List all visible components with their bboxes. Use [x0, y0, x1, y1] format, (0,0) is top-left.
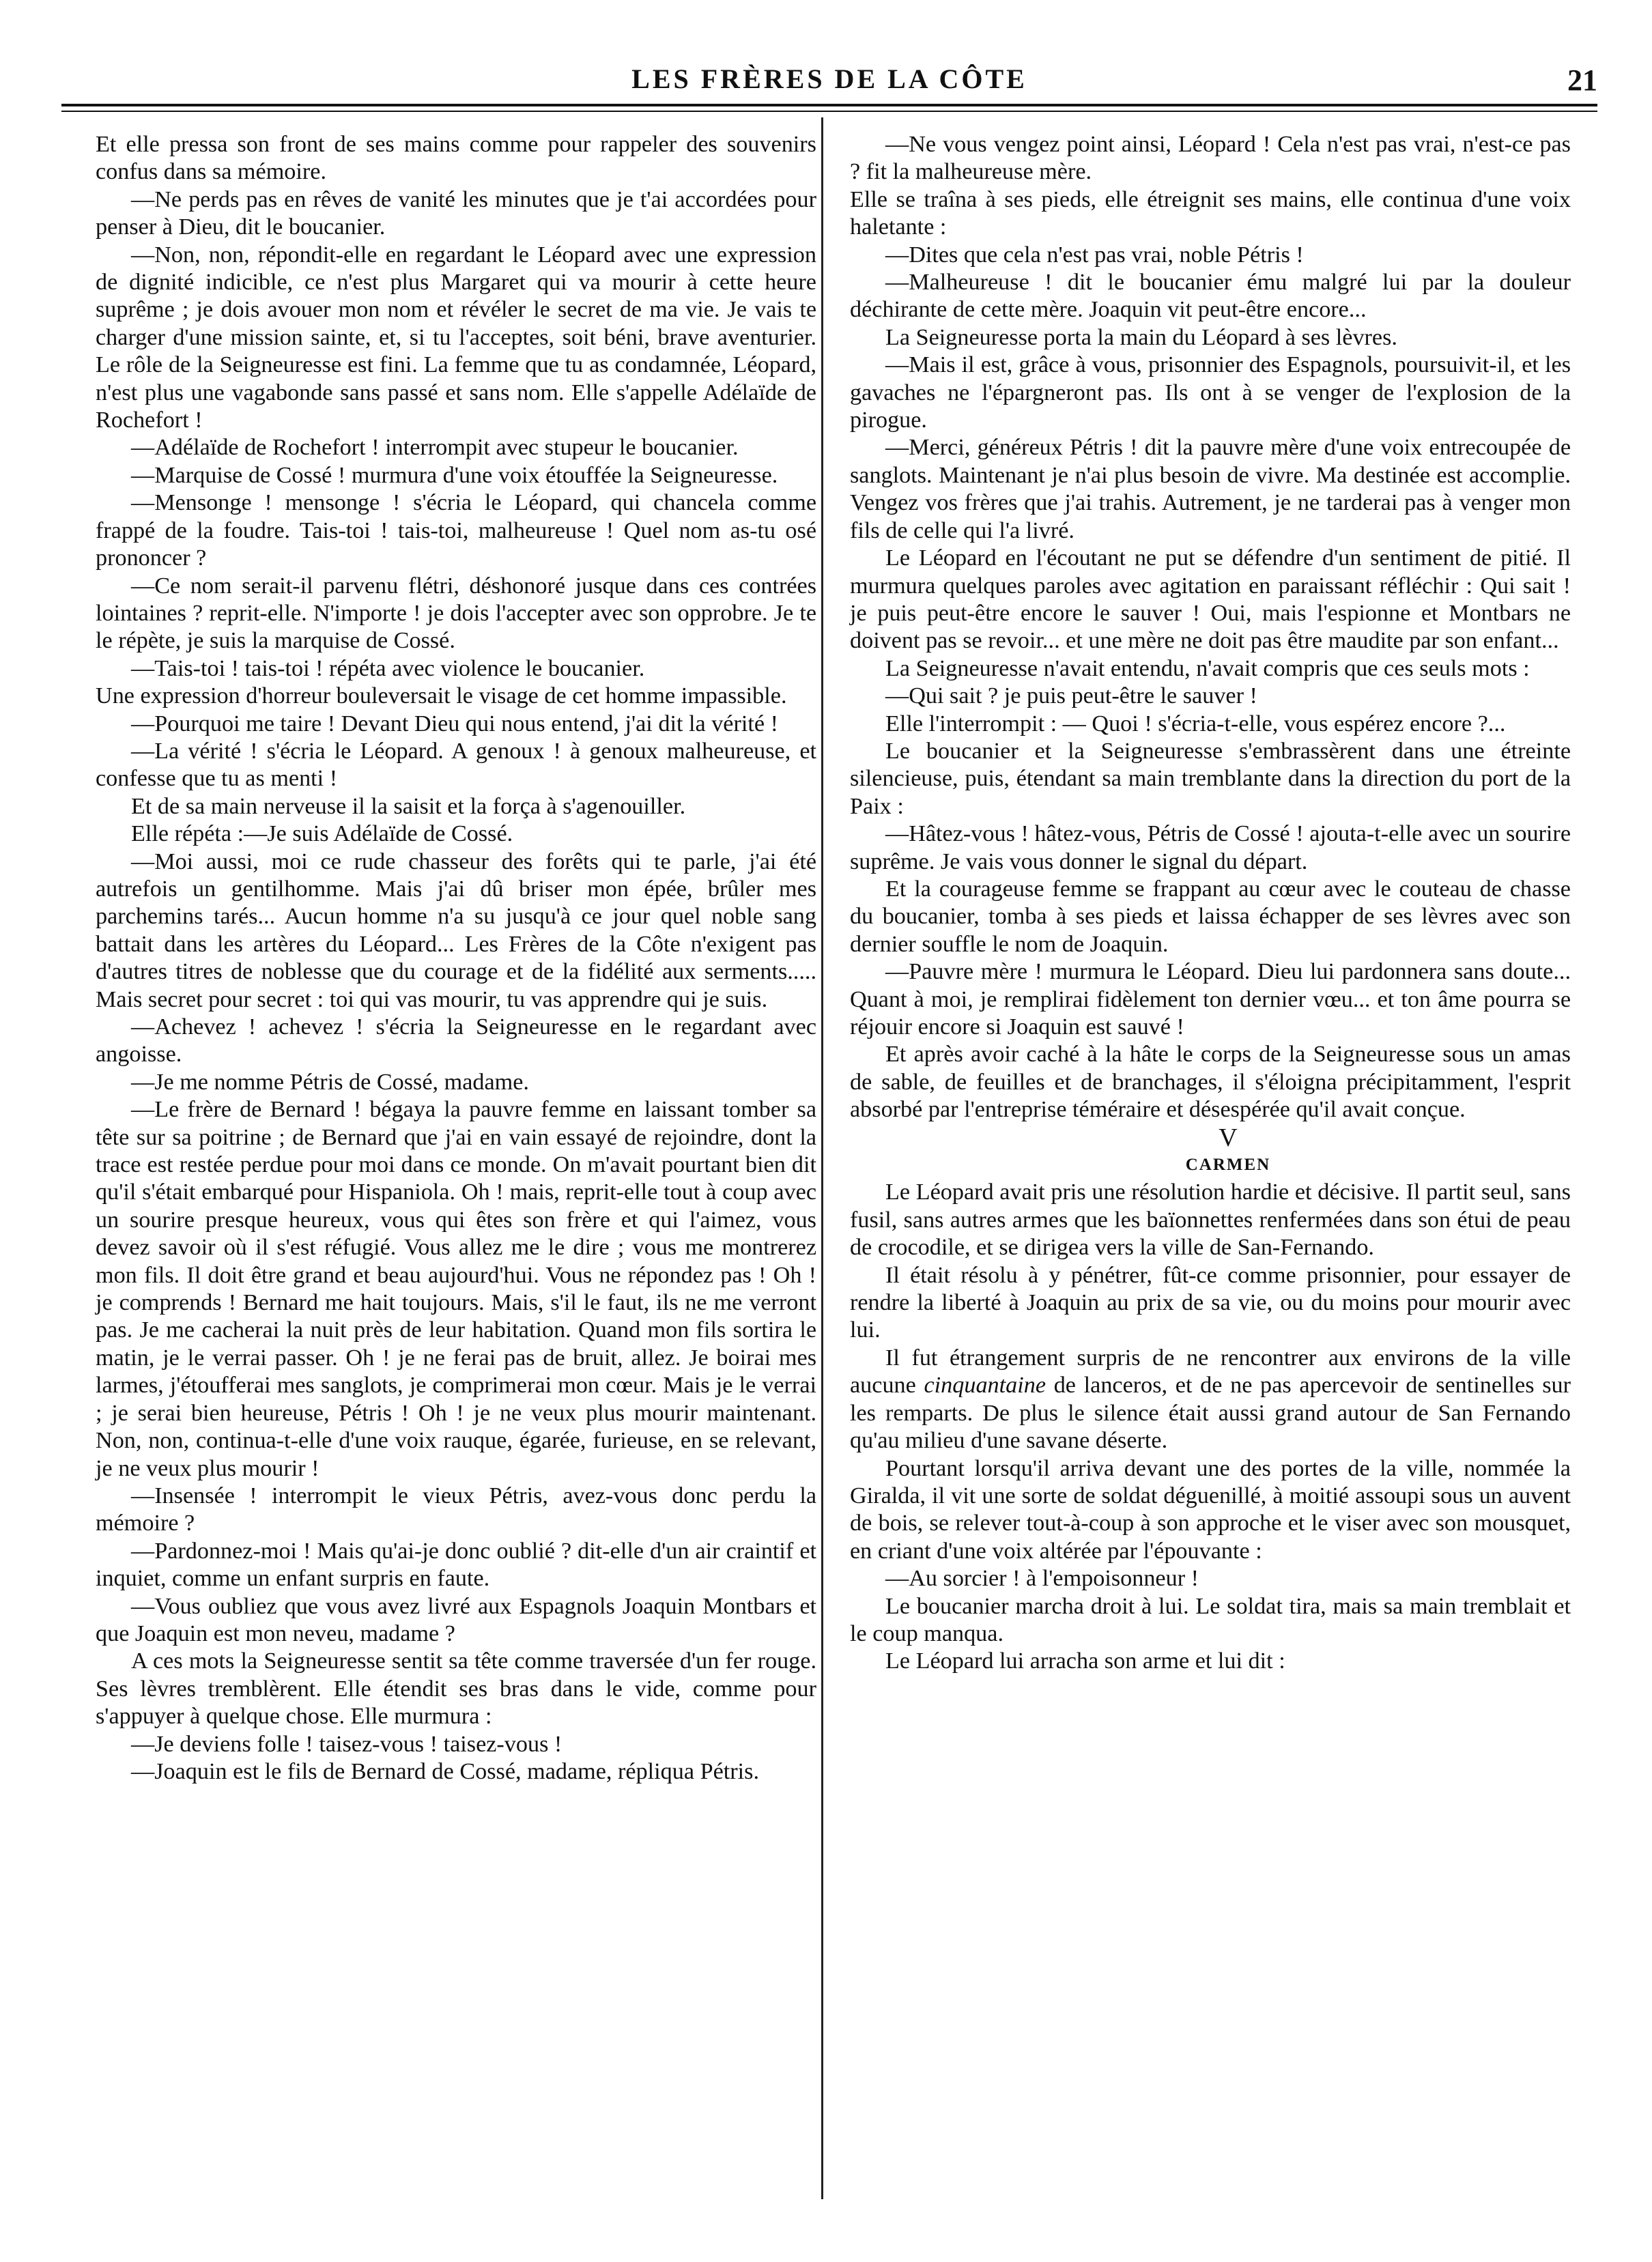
text-run: de lanceros, et de ne pas apercevoir de sentinelles sur les remparts. De plus le silence était aussi grand autour de San Fernando qu'au milieu d'une savane déserte.	[850, 1373, 1571, 1454]
paragraph: —Non, non, répondit-elle en regardant le Léopard avec une expression de dignité indicible, ce n'est plus Margaret qui va mourir à cette heure suprême ; je dois avouer mon nom et révéler le secret de ma vie. Je vais te charger d'une mission sainte, et, si tu l'acceptes, soit béni, brave aventurier. Le rôle de la Seigneuresse est fini. La femme que tu as condamnée, Léopard, n'est plus une vagabonde sans passé et sans nom. Elle s'appelle Adélaïde de Rochefort !	[96, 242, 816, 433]
left-column	[96, 131, 816, 1786]
paragraph: Le Léopard avait pris une résolution hardie et décisive. Il partit seul, sans fusil, sans autres armes que les baïonnettes renfermées dans son étui de peau de crocodile, et se dirigea vers la ville de San-Fernando.	[850, 1179, 1571, 1261]
paragraph: —Marquise de Cossé ! murmura d'une voix étouffée la Seigneuresse.	[131, 462, 778, 488]
paragraph: —Insensée ! interrompit le vieux Pétris, avez-vous donc perdu la mémoire ?	[96, 1483, 816, 1536]
paragraph: —Vous oubliez que vous avez livré aux Espagnols Joaquin Montbars et que Joaquin est mon neveu, madame ?	[96, 1593, 816, 1646]
paragraph: —Joaquin est le fils de Bernard de Cossé, madame, répliqua Pétris.	[131, 1758, 759, 1784]
paragraph: —Mais il est, grâce à vous, prisonnier des Espagnols, poursuivit-il, et les gavaches ne l'épargneront pas. Ils ont à se venger de l'explosion de la pirogue.	[850, 352, 1571, 433]
paragraph: —Au sorcier ! à l'empoisonneur !	[885, 1566, 1199, 1592]
paragraph: La Seigneuresse n'avait entendu, n'avait compris que ces seuls mots :	[885, 655, 1530, 681]
chapter-title: CARMEN	[1185, 1156, 1271, 1175]
paragraph: —Moi aussi, moi ce rude chasseur des forêts qui te parle, j'ai été autrefois un gentilhomme. Mais j'ai dû briser mon épée, brûler mes parchemins tarés... Aucun homme n'a su jusqu'à ce jour quel noble sang battait dans les artères du Léopard... Les Frères de la Côte n'exigent pas d'autres titres de noblesse que du courage et de la fidélité aux serments..... Mais secret pour secret : toi qui vas mourir, tu vas apprendre qui je suis.	[96, 848, 816, 1012]
paragraph: —Merci, généreux Pétris ! dit la pauvre mère d'une voix entrecoupée de sanglots. Maintenant je n'ai plus besoin de vivre. Ma destinée est accomplie. Vengez vos frères que j'ai trahis. Autrement, je ne tarderai pas à venger mon fils de celle qui l'a livré.	[850, 435, 1571, 543]
paragraph: —Ne perds pas en rêves de vanité les minutes que je t'ai accordées pour penser à Dieu, dit le boucanier.	[96, 186, 816, 240]
paragraph: Le Léopard lui arracha son arme et lui dit :	[885, 1648, 1285, 1674]
paragraph: —Hâtez-vous ! hâtez-vous, Pétris de Cossé ! ajouta-t-elle avec un sourire suprême. Je vais vous donner le signal du départ.	[850, 821, 1571, 874]
paragraph: Elle l'interrompit : — Quoi ! s'écria-t-elle, vous espérez encore ?...	[885, 711, 1506, 736]
right-column	[850, 131, 1571, 1676]
paragraph: Et de sa main nerveuse il la saisit et la força à s'agenouiller.	[131, 793, 686, 819]
running-title: LES FRÈRES DE LA CÔTE	[631, 63, 1027, 94]
paragraph: —La vérité ! s'écria le Léopard. A genoux ! à genoux malheureuse, et confesse que tu as menti !	[96, 738, 816, 792]
paragraph: Elle répéta :—Je suis Adélaïde de Cossé.	[131, 821, 513, 847]
paragraph: Le boucanier et la Seigneuresse s'embrassèrent dans une étreinte silencieuse, puis, étendant sa main tremblante dans la direction du port de la Paix :	[850, 738, 1571, 819]
paragraph: Et la courageuse femme se frappant au cœur avec le couteau de chasse du boucanier, tomba à ses pieds et laissa échapper de ses lèvres avec son dernier souffle le nom de Joaquin.	[850, 876, 1571, 957]
paragraph: —Pardonnez-moi ! Mais qu'ai-je donc oublié ? dit-elle d'un air craintif et inquiet, comme un enfant surpris en faute.	[96, 1538, 816, 1592]
paragraph: Et après avoir caché à la hâte le corps de la Seigneuresse sous un amas de sable, de feuilles et de branchages, il s'éloigna précipitamment, l'esprit absorbé par l'entreprise téméraire et désespérée qu'il avait conçue.	[850, 1042, 1571, 1123]
paragraph: Le Léopard en l'écoutant ne put se défendre d'un sentiment de pitié. Il murmura quelques paroles avec agitation en paraissant réfléchir : Qui sait ! je puis peut-être encore le sauver ! Oui, mais l'espionne et Montbars ne doivent pas se revoir... et une mère ne doit pas être maudite par son enfant...	[850, 545, 1571, 654]
paragraph: —Pauvre mère ! murmura le Léopard. Dieu lui pardonnera sans doute... Quant à moi, je remplirai fidèlement ton dernier vœu... et ton âme pourra se réjouir encore si Joaquin est sauvé !	[850, 959, 1571, 1040]
paragraph: —Malheureuse ! dit le boucanier ému malgré lui par la douleur déchirante de cette mère. Joaquin vit peut-être encore...	[850, 270, 1571, 323]
paragraph	[850, 1345, 1571, 1455]
paragraph: Le boucanier marcha droit à lui. Le soldat tira, mais sa main tremblait et le coup manqua.	[850, 1593, 1571, 1646]
paragraph: Elle se traîna à ses pieds, elle étreignit ses mains, elle continua d'une voix haletante :	[850, 186, 1571, 240]
italic-word: cinquantaine	[924, 1373, 1046, 1399]
paragraph: —Achevez ! achevez ! s'écria la Seigneuresse en le regardant avec angoisse.	[96, 1014, 816, 1068]
text-run: Il fut étrangement surpris de ne rencontrer aux environs de la ville aucune	[850, 1345, 1571, 1399]
paragraph: —Ne vous vengez point ainsi, Léopard ! Cela n'est pas vrai, n'est-ce pas ? fit la malheureuse mère.	[850, 132, 1571, 185]
header-rule-thin	[61, 111, 1597, 112]
page-header	[61, 63, 1597, 104]
paragraph: —Ce nom serait-il parvenu flétri, déshonoré jusque dans ces contrées lointaines ? reprit-elle. N'importe ! je dois l'accepter avec son opprobre. Je te le répète, je suis la marquise de Cossé.	[96, 573, 816, 654]
paragraph: Pourtant lorsqu'il arriva devant une des portes de la ville, nommée la Giralda, il vit une sorte de soldat déguenillé, à moitié assoupi sous un auvent de bois, se relever tout-à-coup à son approche et le viser avec son mousquet, en criant d'une voix altérée par l'épouvante :	[850, 1455, 1571, 1564]
paragraph: A ces mots la Seigneuresse sentit sa tête comme traversée d'un fer rouge. Ses lèvres tremblèrent. Elle étendit ses bras dans le vide, comme pour s'appuyer à quelque chose. Elle murmura :	[96, 1648, 816, 1730]
chapter-number: V	[1219, 1123, 1238, 1152]
paragraph: —Qui sait ? je puis peut-être le sauver !	[885, 683, 1257, 709]
column-divider	[821, 117, 823, 2199]
paragraph: —Tais-toi ! tais-toi ! répéta avec violence le boucanier.	[131, 655, 645, 681]
paragraph: Une expression d'horreur bouleversait le visage de cet homme impassible.	[96, 683, 787, 709]
header-rule	[61, 104, 1597, 106]
page-number: 21	[1567, 63, 1597, 97]
paragraph: —Adélaïde de Rochefort ! interrompit avec stupeur le boucanier.	[131, 435, 739, 461]
paragraph: —Je deviens folle ! taisez-vous ! taisez-vous !	[131, 1731, 562, 1757]
paragraph: Il était résolu à y pénétrer, fût-ce comme prisonnier, pour essayer de rendre la liberté à Joaquin au prix de sa vie, ou du moins pour mourir avec lui.	[850, 1262, 1571, 1343]
paragraph: La Seigneuresse porta la main du Léopard à ses lèvres.	[885, 324, 1397, 350]
paragraph: —Je me nomme Pétris de Cossé, madame.	[131, 1069, 529, 1095]
paragraph: —Le frère de Bernard ! bégaya la pauvre femme en laissant tomber sa tête sur sa poitrine ; de Bernard que j'ai en vain essayé de rejoindre, dont la trace est restée perdue pour moi dans ce monde. On m'avait pourtant bien dit qu'il s'était embarqué pour Hispaniola. Oh ! mais, reprit-elle tout à coup avec un sourire presque heureux, vous qui êtes son frère et qui l'aimez, vous devez savoir où il s'est réfugié. Vous allez me le dire ; vous me montrerez mon fils. Il doit être grand et beau aujourd'hui. Vous ne répondez pas ! Oh ! je comprends ! Bernard me hait toujours. Mais, s'il le faut, ils ne me verront pas. Je me cacherai la nuit près de leur habitation. Quand mon fils sortira le matin, je le verrai passer. Oh ! je ne ferai pas de bruit, allez. Je boirai mes larmes, j'étoufferai mes sanglots, je comprimerai mon cœur. Mais je le verrai ; je serai bien heureuse, Pétris ! Oh ! je ne veux plus mourir maintenant. Non, non, continua-t-elle d'une voix rauque, égarée, furieuse, en se relevant, je ne veux plus mourir !	[96, 1097, 816, 1481]
paragraph: —Dites que cela n'est pas vrai, noble Pétris !	[885, 242, 1304, 268]
paragraph: —Mensonge ! mensonge ! s'écria le Léopard, qui chancela comme frappé de la foudre. Tais-toi ! tais-toi, malheureuse ! Quel nom as-tu osé prononcer ?	[96, 490, 816, 571]
paragraph: —Pourquoi me taire ! Devant Dieu qui nous entend, j'ai dit la vérité !	[131, 711, 778, 736]
paragraph: Et elle pressa son front de ses mains comme pour rappeler des souvenirs confus dans sa mémoire.	[96, 132, 816, 185]
